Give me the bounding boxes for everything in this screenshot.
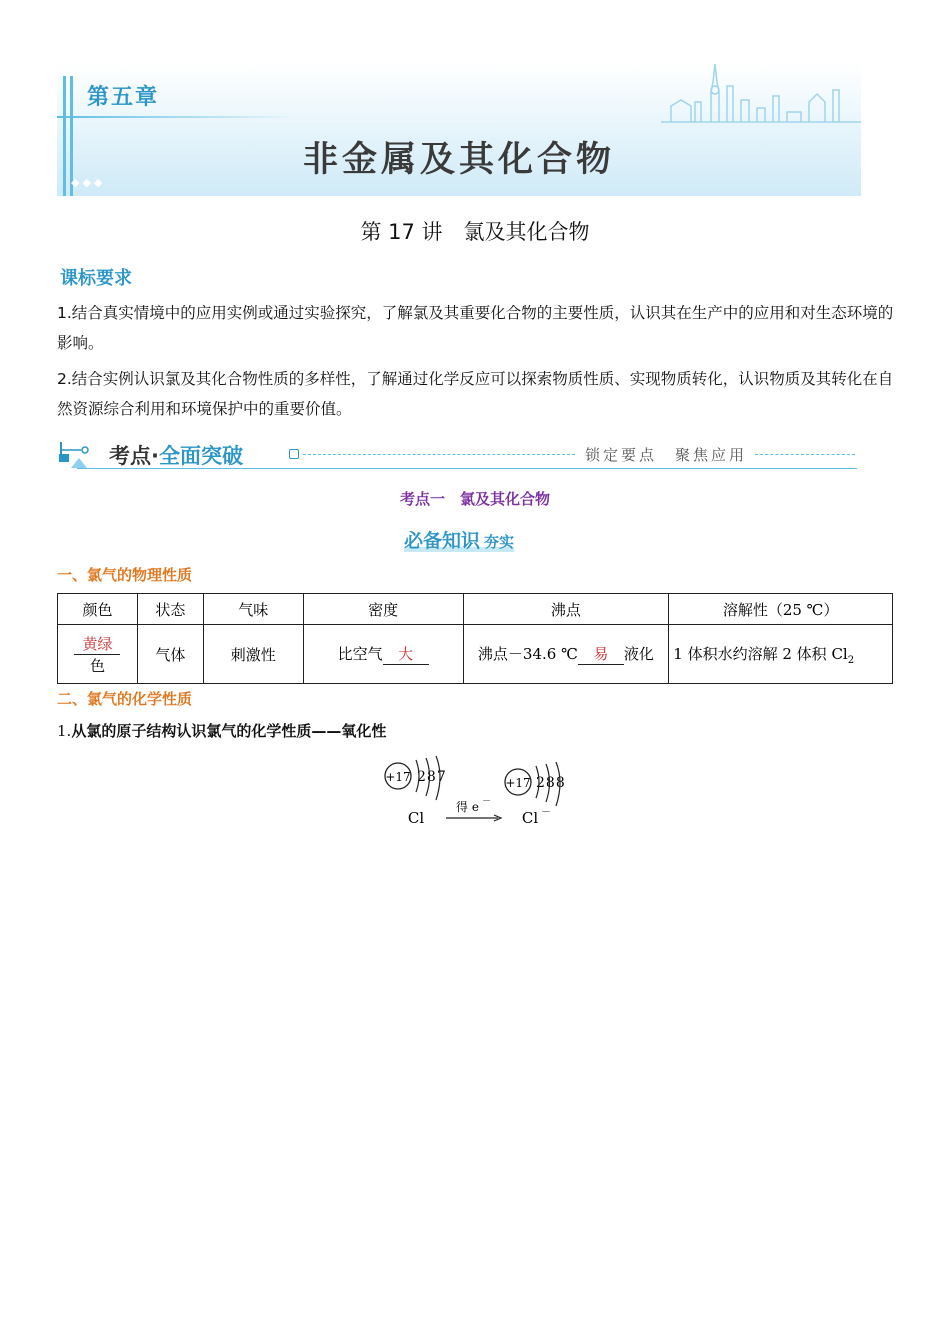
square-icon xyxy=(289,449,299,459)
solubility-cell xyxy=(669,625,893,684)
section-1-heading: 一、氯气的物理性质 xyxy=(57,566,193,584)
properties-table xyxy=(57,593,893,684)
kaodian-subtitle: 锁定要点 聚焦应用 xyxy=(585,446,748,464)
density-answer: 大 xyxy=(383,643,429,665)
color-answer: 黄绿 xyxy=(74,633,120,655)
ion-label-sup: － xyxy=(541,807,551,818)
table-header: 溶解性（25 ℃） xyxy=(669,594,893,625)
kaodian-label-dark: 考点· xyxy=(109,444,159,468)
density-cell xyxy=(303,625,463,684)
table-header: 颜色 xyxy=(58,594,138,625)
arrow-label-sup: － xyxy=(482,797,492,807)
table-header: 状态 xyxy=(137,594,203,625)
skyline-icon xyxy=(661,62,861,132)
bar-baseline xyxy=(77,468,857,469)
solubility-text: 1 体积水约溶解 2 体积 Cl xyxy=(673,644,848,663)
boiling-suffix: 液化 xyxy=(623,645,654,663)
knowledge-heading xyxy=(404,526,514,552)
dashed-rule xyxy=(755,454,855,455)
cl-shells: 287 xyxy=(417,769,447,785)
arrow-label: 得 e xyxy=(456,800,479,814)
banner-line xyxy=(63,76,66,196)
requirement-2: 2.结合实例认识氯及其化合物性质的多样性，了解通过化学反应可以探索物质性质、实现物质转化，认识物质及其转化在自然资源综合利用和环境保护中的重要价值。 xyxy=(57,370,894,418)
nucleus-label: +17 xyxy=(385,770,411,784)
sub-number: 1. xyxy=(57,722,72,740)
kaodian-bar xyxy=(57,440,857,474)
color-suffix: 色 xyxy=(89,656,105,675)
atom-structure-diagram xyxy=(370,752,580,832)
ion-label: Cl xyxy=(521,809,539,827)
chapter-label: 第五章 xyxy=(87,85,160,110)
requirements-heading: 课标要求 xyxy=(60,264,132,290)
point-title: 考点一 氯及其化合物 xyxy=(399,490,550,508)
ion-shells: 288 xyxy=(536,775,566,791)
dashed-rule xyxy=(303,454,575,455)
kaodian-label-blue: 全面突破 xyxy=(158,444,243,468)
solubility-subscript: 2 xyxy=(847,654,855,666)
table-header: 密度 xyxy=(303,594,463,625)
table-header: 沸点 xyxy=(463,594,669,625)
table-header: 气味 xyxy=(203,594,303,625)
color-cell xyxy=(58,625,138,684)
table-header-row xyxy=(58,594,893,625)
boiling-prefix: 沸点－34.6 ℃ xyxy=(477,645,578,663)
kaodian-label xyxy=(109,440,243,470)
lecture-title: 第 17 讲 氯及其化合物 xyxy=(360,220,590,244)
cl-label: Cl xyxy=(407,809,425,827)
odor-cell: 刺激性 xyxy=(203,625,303,684)
banner-decoration: ◆◆◆ xyxy=(71,176,106,189)
section-2-heading: 二、氯气的化学性质 xyxy=(57,690,193,708)
table-row xyxy=(58,625,893,684)
ion-nucleus-label: +17 xyxy=(505,776,531,790)
boiling-answer: 易 xyxy=(578,643,624,665)
density-prefix: 比空气 xyxy=(337,645,383,663)
chapter-banner xyxy=(57,62,861,196)
section-2-subheading xyxy=(57,720,386,741)
requirement-1: 1.结合真实情境中的应用实例或通过实验探究，了解氯及其重要化合物的主要性质，认识其在生产中的应用和对生态环境的影响。 xyxy=(57,304,894,352)
sub-text: 从氯的原子结构认识氯气的化学性质——氧化性 xyxy=(71,722,387,740)
state-cell: 气体 xyxy=(137,625,203,684)
boiling-cell xyxy=(463,625,669,684)
knowledge-main: 必备知识 xyxy=(404,530,481,552)
banner-rule xyxy=(57,116,297,118)
chapter-title: 非金属及其化合物 xyxy=(303,139,616,180)
knowledge-small: 夯实 xyxy=(404,533,514,552)
